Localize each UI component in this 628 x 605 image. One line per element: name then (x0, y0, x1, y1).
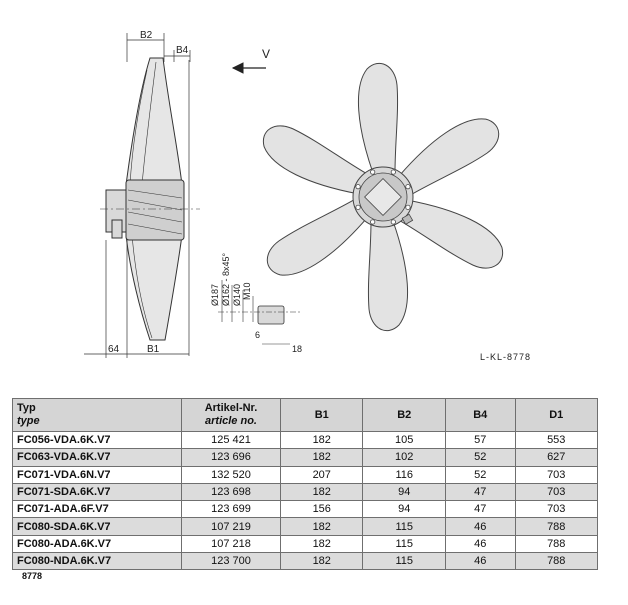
impeller-blade (368, 221, 407, 331)
spec-table (12, 398, 598, 570)
table-cell: 115 (363, 518, 445, 535)
table-cell: 115 (363, 553, 445, 570)
table-cell: 102 (363, 449, 445, 466)
table-row (13, 553, 598, 570)
table-cell: 52 (445, 466, 515, 483)
table-cell: 182 (281, 483, 363, 500)
table-cell: 182 (281, 553, 363, 570)
col-header-type: Typ type (13, 399, 182, 432)
table-cell: 156 (281, 501, 363, 518)
table-cell: 182 (281, 535, 363, 552)
fan-side-view (84, 33, 200, 358)
table-row (13, 483, 598, 500)
table-cell: 123 696 (182, 449, 281, 466)
dim-64-label: 64 (108, 344, 120, 355)
table-cell: FC080-NDA.6K.V7 (13, 553, 182, 570)
table-row (13, 518, 598, 535)
table-row (13, 449, 598, 466)
table-cell: FC071-SDA.6K.V7 (13, 483, 182, 500)
view-label: V (262, 47, 271, 61)
col-header-article: Artikel-Nr. article no. (182, 399, 281, 432)
footnote-code: 8778 (22, 571, 43, 581)
table-cell: 123 698 (182, 483, 281, 500)
col-header-d1: D1 (515, 399, 598, 432)
bolt-hole (391, 220, 395, 224)
table-cell: 116 (363, 466, 445, 483)
table-cell: 788 (515, 535, 598, 552)
bolt-hole (370, 220, 374, 224)
table-row (13, 466, 598, 483)
table-cell: FC063-VDA.6K.V7 (13, 449, 182, 466)
table-cell: 703 (515, 466, 598, 483)
table-row (13, 501, 598, 518)
impeller-blade (397, 188, 512, 277)
dim-162-label: Ø162 - 8x45° (221, 252, 231, 306)
dim-b1-label: B1 (147, 344, 160, 355)
table-cell: 627 (515, 449, 598, 466)
table-cell: 57 (445, 432, 515, 449)
table-cell: 182 (281, 449, 363, 466)
table-cell: 105 (363, 432, 445, 449)
table-cell: 125 421 (182, 432, 281, 449)
table-cell: 182 (281, 518, 363, 535)
bolt-hole (356, 205, 360, 209)
dim-6-label: 6 (255, 330, 261, 340)
table-cell: 47 (445, 501, 515, 518)
dim-18-label: 18 (292, 344, 303, 354)
table-cell: FC080-ADA.6K.V7 (13, 535, 182, 552)
table-cell: 123 699 (182, 501, 281, 518)
bolt-hole (356, 184, 360, 188)
table-cell: 132 520 (182, 466, 281, 483)
table-cell: 107 218 (182, 535, 281, 552)
table-cell: 182 (281, 432, 363, 449)
dim-140-label: Ø140 (232, 283, 242, 306)
table-cell: 207 (281, 466, 363, 483)
impeller-blade (358, 63, 397, 173)
fan-front-view (255, 63, 511, 330)
table-header-row (13, 399, 598, 432)
bolt-hole (406, 205, 410, 209)
table-cell: 107 219 (182, 518, 281, 535)
table-cell: FC080-SDA.6K.V7 (13, 518, 182, 535)
dim-m10-label: M10 (242, 282, 252, 300)
table-cell: 703 (515, 483, 598, 500)
drawing-id: L-KL-8778 (480, 352, 532, 362)
table-row (13, 535, 598, 552)
col-header-b1: B1 (281, 399, 363, 432)
col-header-b4: B4 (445, 399, 515, 432)
col-header-b2: B2 (363, 399, 445, 432)
table-cell: FC071-VDA.6N.V7 (13, 466, 182, 483)
table-cell: 553 (515, 432, 598, 449)
table-cell: FC071-ADA.6F.V7 (13, 501, 182, 518)
table-cell: 115 (363, 535, 445, 552)
bolt-hole (391, 170, 395, 174)
table-cell: 788 (515, 518, 598, 535)
table-cell: FC056-VDA.6K.V7 (13, 432, 182, 449)
bolt-hole (370, 170, 374, 174)
bolt-hole (406, 184, 410, 188)
table-cell: 46 (445, 535, 515, 552)
table-cell: 703 (515, 501, 598, 518)
table-cell: 123 700 (182, 553, 281, 570)
table-row (13, 432, 598, 449)
impeller-blade (255, 118, 370, 207)
view-arrow (233, 63, 266, 73)
table-cell: 94 (363, 501, 445, 518)
table-cell: 46 (445, 553, 515, 570)
table-cell: 788 (515, 553, 598, 570)
dim-b2-label: B2 (140, 30, 153, 41)
table-cell: 47 (445, 483, 515, 500)
table-cell: 46 (445, 518, 515, 535)
dim-187-label: Ø187 (210, 283, 220, 306)
table-cell: 94 (363, 483, 445, 500)
table-cell: 52 (445, 449, 515, 466)
dim-b4-label: B4 (176, 45, 189, 56)
